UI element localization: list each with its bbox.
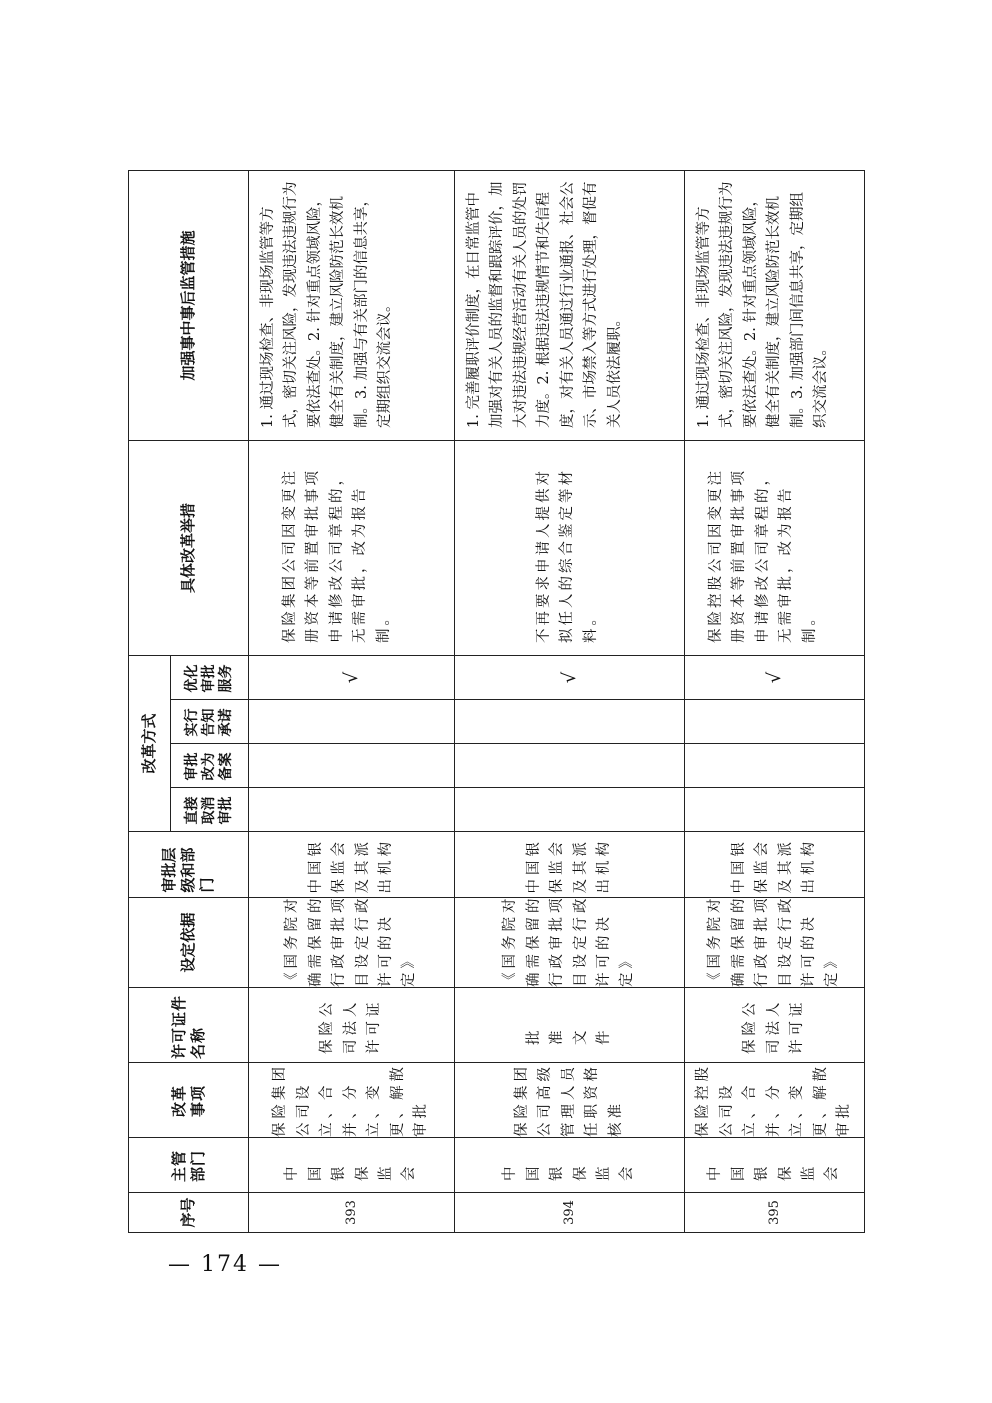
license-text: 保险公司法人许可证 — [319, 998, 383, 1054]
dept-text: 中国银保监会 — [284, 1163, 418, 1181]
rotated-table-container — [128, 171, 864, 1233]
level-text: 中国银保监会及其派出机构 — [525, 838, 612, 894]
basis-cell — [455, 894, 685, 988]
basis-text: 《国务院对确需保留的行政审批项目设定行政许可的决定》 — [284, 894, 418, 987]
header-m3-text: 实行告知承诺 — [184, 708, 234, 737]
header-item — [129, 1063, 249, 1138]
table-row — [685, 170, 865, 1232]
table-row — [455, 170, 685, 1232]
m1-cell — [455, 788, 685, 832]
license-text: 批准文件 — [525, 1024, 612, 1045]
supervision-cell: 1. 通过现场检查、非现场监管等方式，密切关注风险，发现违法违规行为要依法查处。2. 针对重点领域风险，健全有关制度，建立风险防范长效机制。3. 加强与有关部门的信息共享，定期组织交流会议。 — [249, 170, 455, 440]
header-row-1 — [129, 170, 171, 1232]
level-cell — [685, 832, 865, 898]
dept-cell — [249, 1138, 455, 1193]
header-m3 — [171, 700, 249, 744]
m1-cell — [685, 788, 865, 832]
m4-check: √ — [685, 655, 865, 699]
basis-text: 《国务院对确需保留的行政审批项目设定行政许可的决定》 — [502, 894, 636, 987]
table-row — [249, 170, 455, 1232]
license-text: 保险公司法人许可证 — [742, 998, 806, 1054]
header-dept — [129, 1138, 249, 1193]
basis-cell — [249, 894, 455, 988]
header-item-text: 改革事项 — [169, 1084, 207, 1117]
basis-text: 《国务院对确需保留的行政审批项目设定行政许可的决定》 — [707, 894, 841, 987]
item-cell — [455, 1063, 685, 1138]
item-text: 保险集团公司高级管理人员任职资格核准 — [513, 1063, 624, 1137]
m4-check: √ — [455, 655, 685, 699]
reform-items-table — [128, 170, 865, 1233]
header-m2-text: 审批改为备案 — [184, 752, 234, 781]
item-cell — [249, 1063, 455, 1138]
seq-cell: 395 — [685, 1193, 865, 1233]
m3-cell — [685, 700, 865, 744]
item-text: 保险控股公司设立、合并、分立、变更、解散审批 — [695, 1063, 853, 1137]
header-basis: 设定依据 — [129, 898, 249, 988]
header-supervision: 加强事中事后监管措施 — [129, 170, 249, 440]
supervision-cell: 1. 完善履职评价制度，在日常监管中加强对有关人员的监督和跟踪评价，加大对违法违规经营活动有关人员的处罚力度。2. 根据违法违规情节和失信程度，对有关人员通过行业通报、社会公示、市场禁入等方式进行处理，督促有关人员依法履职。 — [455, 170, 685, 440]
m2-cell — [455, 744, 685, 788]
header-measures: 具体改革举措 — [129, 440, 249, 655]
m4-check: √ — [249, 655, 455, 699]
item-cell — [685, 1063, 865, 1138]
m2-cell — [685, 744, 865, 788]
seq-cell: 394 — [455, 1193, 685, 1233]
supervision-cell: 1. 通过现场检查、非现场监管等方式，密切关注风险，发现违法违规行为要依法查处。2. 针对重点领域风险，健全有关制度，建立风险防范长效机制。3. 加强部门间信息共享，定期组织交流会议。 — [685, 170, 865, 440]
header-level-text: 审批层级和部门 — [160, 847, 216, 893]
header-license — [129, 988, 249, 1063]
header-level — [129, 832, 249, 898]
m1-cell — [249, 788, 455, 832]
page-number: — 174 — — [168, 1252, 282, 1277]
measures-cell: 不再要求申请人提供对拟任人的综合鉴定等材料。 — [455, 440, 685, 655]
m2-cell — [249, 744, 455, 788]
item-text: 保险集团公司设立、合并、分立、变更、解散审批 — [272, 1063, 430, 1137]
header-m1 — [171, 788, 249, 832]
dept-cell — [455, 1138, 685, 1193]
dept-text: 中国银保监会 — [502, 1163, 636, 1181]
seq-cell: 393 — [249, 1193, 455, 1233]
header-m4-text: 优化审批服务 — [184, 664, 234, 693]
measures-cell: 保险控股公司因变更注册资本等前置审批事项申请修改公司章程的，无需审批，改为报告制。 — [685, 440, 865, 655]
level-text: 中国银保监会及其派出机构 — [730, 838, 817, 894]
license-cell — [249, 988, 455, 1063]
m3-cell — [249, 700, 455, 744]
header-seq: 序号 — [129, 1193, 249, 1233]
header-method-group: 改革方式 — [129, 655, 171, 831]
dept-text: 中国银保监会 — [707, 1163, 841, 1181]
level-text: 中国银保监会及其派出机构 — [307, 838, 394, 894]
license-cell — [685, 988, 865, 1063]
measures-cell: 保险集团公司因变更注册资本等前置审批事项申请修改公司章程的，无需审批，改为报告制。 — [249, 440, 455, 655]
header-dept-text: 主管部门 — [169, 1149, 207, 1182]
dept-cell — [685, 1138, 865, 1193]
m3-cell — [455, 700, 685, 744]
header-m4 — [171, 655, 249, 699]
header-license-text: 许可证件名称 — [169, 994, 207, 1059]
header-m1-text: 直接取消审批 — [184, 796, 234, 825]
level-cell — [249, 832, 455, 898]
level-cell — [455, 832, 685, 898]
license-cell — [455, 988, 685, 1063]
basis-cell — [685, 894, 865, 988]
header-m2 — [171, 744, 249, 788]
